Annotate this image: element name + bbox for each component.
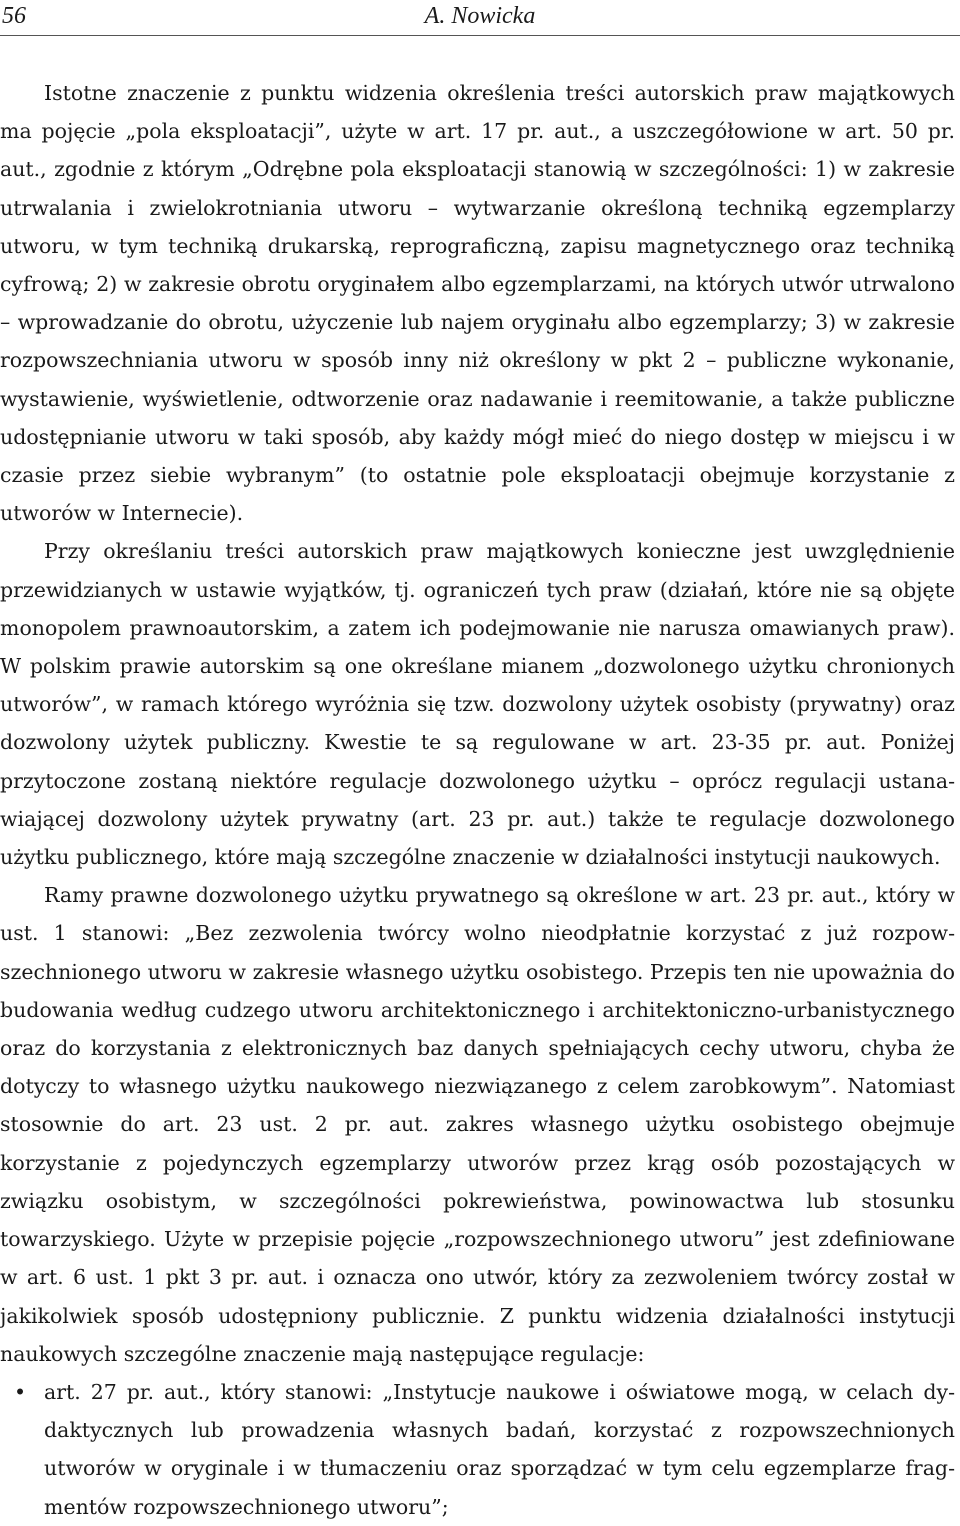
running-header (0, 0, 960, 36)
bullet-icon: • (14, 1379, 27, 1404)
paragraph-private-use: Ramy prawne dozwolonego użytku prywatnego są określone w art. 23 pr. aut., który w ust. 1 stanowi: „Bez zezwolenia twórcy wolno nieodpłatnie korzystać z już rozpowszechnionego utworu w zakresie własnego użytku osobistego. Przepis ten nie upoważnia do budowania według cudzego utworu architektonicznego i architektoniczno-urbanistycznego oraz do korzystania z elektronicznych baz danych spełniających cechy utworu, chyba że dotyczy to własnego użytku naukowego niezwiązanego z celem zarobkowym”. Natomiast stosownie do art. 23 ust. 2 pr. aut. zakres własnego użytku osobistego obejmuje korzystanie z pojedynczych egzemplarzy utworów przez krąg osób pozostających w związku osobistym, w szczególności pokrewieństwa, powinowactwa lub stosunku towarzyskiego. Użyte w przepisie pojęcie „rozpowszechnionego utworu” jest zdefiniowane w art. 6 ust. 1 pkt 3 pr. aut. i oznacza ono utwór, który za zezwoleniem twórcy został w jakikolwiek sposób udostępniony publicznie. Z punktu widzenia działalności instytucji naukowych szczególne znaczenie mają następujące regulacje: (0, 883, 955, 1366)
body-text (0, 74, 955, 1526)
paragraph-permitted-use: Przy określaniu treści autorskich praw majątkowych konieczne jest uwzględnienie przewidzianych w ustawie wyjątków, tj. ograniczeń tych praw (działań, które nie są objęte monopolem prawnoautorskim, a zatem ich podejmowanie nie narusza omawianych praw). W polskim prawie autorskim są one określane mianem „dozwolonego użytku chronionych utworów”, w ramach którego wyróżnia się tzw. dozwolony użytek osobisty (prywatny) oraz dozwolony użytek publiczny. Kwestie te są regulowane w art. 23-35 pr. aut. Poniżej przytoczone zostaną niektóre regulacje dozwolonego użytku – oprócz regulacji ustanawiającej dozwolony użytek prywatny (art. 23 pr. aut.) także te regulacje dozwolonego użytku publicznego, które mają szczególne znaczenie w działalności instytucji naukowych. (0, 539, 955, 870)
running-title: A. Nowicka (424, 3, 536, 29)
page-number: 56 (2, 3, 26, 29)
regulations-list (0, 1373, 955, 1526)
list-item (14, 1373, 955, 1526)
list-item-text: art. 27 pr. aut., który stanowi: „Instytucje naukowe i oświatowe mogą, w celach dydaktycznych lub prowadzenia własnych badań, korzystać z rozpowszechnionych utworów w oryginale i w tłumaczeniu oraz sporządzać w tym celu egzemplarze fragmentów rozpowszechnionego utworu”; (44, 1379, 955, 1519)
paragraph-fields-of-exploitation: Istotne znaczenie z punktu widzenia określenia treści autorskich praw majątkowych ma pojęcie „pola eksploatacji”, użyte w art. 17 pr. aut., a uszczegółowione w art. 50 pr. aut., zgodnie z którym „Odrębne pola eksploatacji stanowią w szczególności: 1) w zakresie utrwalania i zwielokrotniania utworu – wytwarzanie określoną techniką egzemplarzy utworu, w tym techniką drukarską, reprograficzną, zapisu magnetycznego oraz techniką cyfrową; 2) w zakresie obrotu oryginałem albo egzemplarzami, na których utwór utrwalono – wprowadzanie do obrotu, użyczenie lub najem oryginału albo egzemplarzy; 3) w zakresie rozpowszechniania utworu w sposób inny niż określony w pkt 2 – publiczne wykonanie, wystawienie, wyświetlenie, odtworzenie oraz nadawanie i reemitowanie, a także publiczne udostępnianie utworu w taki sposób, aby każdy mógł mieć do niego dostęp w miejscu i w czasie przez siebie wybranym” (to ostatnie pole eksploatacji obejmuje korzystanie z utworów w Internecie). (0, 81, 955, 526)
